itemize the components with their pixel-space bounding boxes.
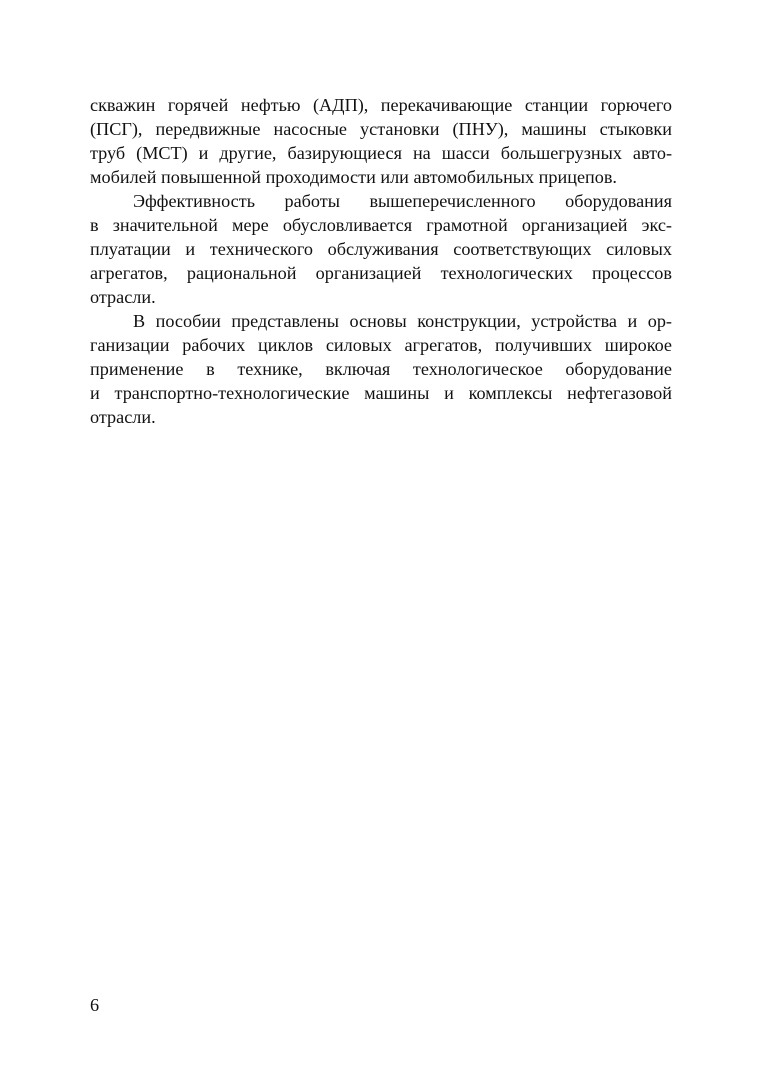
- text-line: скважин горячей нефтью (АДП), перекачивающие станции горючего: [90, 95, 672, 115]
- page-number: 6: [90, 995, 100, 1015]
- text-line: применение в технике, включая технологическое оборудование: [90, 359, 672, 379]
- text-line: труб (МСТ) и другие, базирующиеся на шасси большегрузных авто-: [90, 143, 672, 163]
- text-line: В пособии представлены основы конструкции, устройства и ор-: [133, 311, 672, 331]
- text-line: (ПСГ), передвижные насосные установки (ПНУ), машины стыковки: [90, 119, 672, 139]
- text-line: ганизации рабочих циклов силовых агрегатов, получивших широкое: [90, 335, 672, 355]
- text-line: агрегатов, рациональной организацией технологических процессов: [90, 263, 672, 283]
- text-line: мобилей повышенной проходимости или автомобильных прицепов.: [90, 167, 617, 187]
- text-line: плуатации и технического обслуживания соответствующих силовых: [90, 239, 672, 259]
- text-line: отрасли.: [90, 407, 156, 427]
- text-line: в значительной мере обусловливается грамотной организацией экс-: [90, 215, 672, 235]
- text-line: и транспортно-технологические машины и комплексы нефтегазовой: [90, 383, 672, 403]
- text-line: отрасли.: [90, 287, 156, 307]
- text-line: Эффективность работы вышеперечисленного оборудования: [133, 191, 672, 211]
